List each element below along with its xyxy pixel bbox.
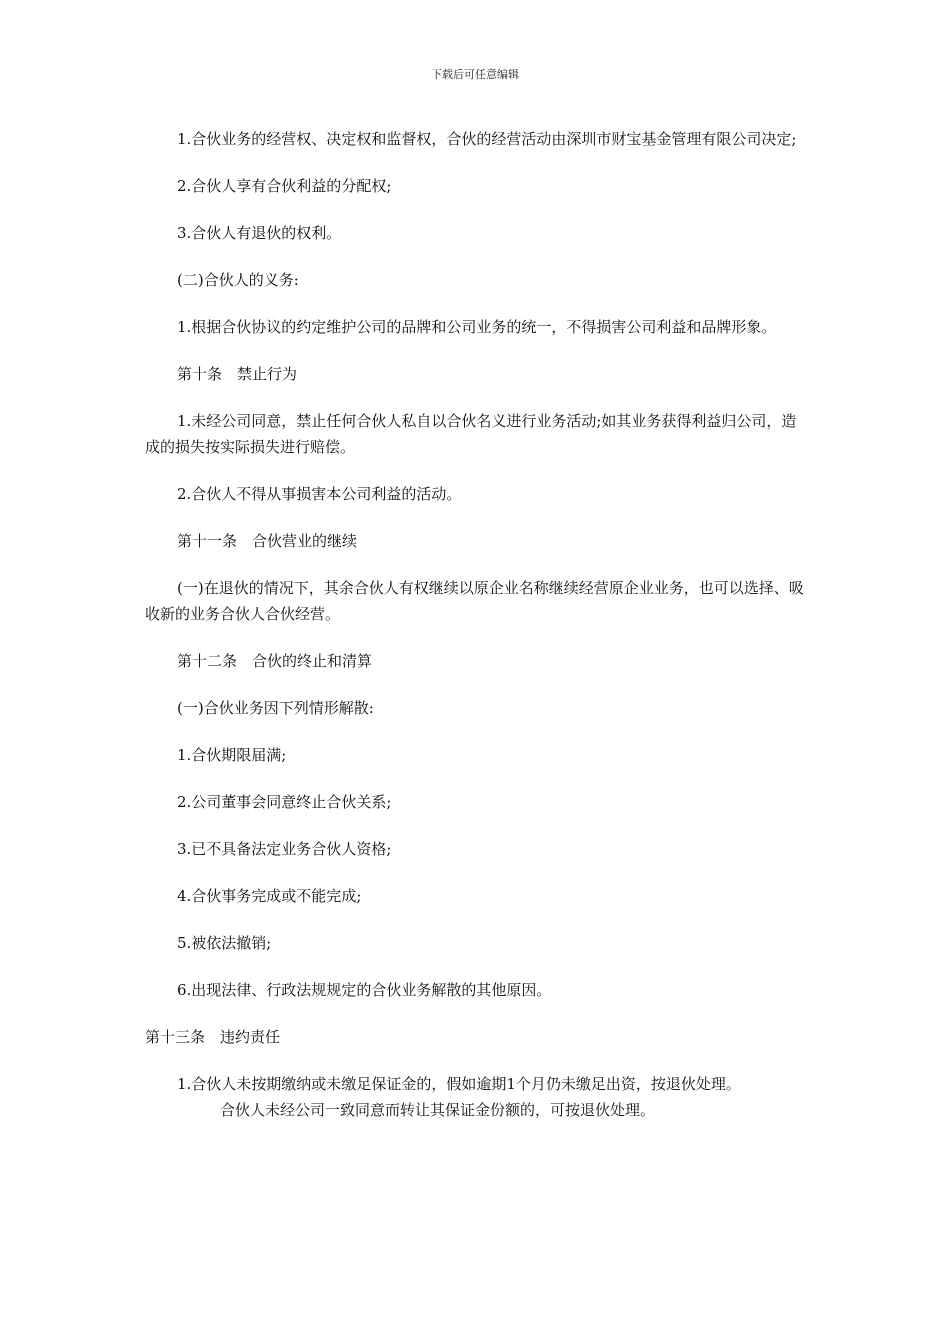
article-11-heading: 第十一条 合伙营业的继续	[177, 532, 358, 550]
document-body	[145, 126, 810, 1144]
paragraph-rights-1: 1.合伙业务的经营权、决定权和监督权，合伙的经营活动由深圳市财宝基金管理有限公司决定;	[177, 130, 797, 148]
paragraph-dissolution-3: 3.已不具备法定业务合伙人资格;	[177, 840, 392, 858]
section-obligations-heading: (二)合伙人的义务:	[177, 271, 299, 289]
paragraph-dissolution-4: 4.合伙事务完成或不能完成;	[177, 887, 362, 905]
paragraph-dissolution-6: 6.出现法律、行政法规规定的合伙业务解散的其他原因。	[177, 981, 552, 999]
paragraph-dissolution-2: 2.公司董事会同意终止合伙关系;	[177, 793, 392, 811]
paragraph-continuation-1: (一)在退伙的情况下，其余合伙人有权继续以原企业名称继续经营原企业业务，也可以选择、吸收新的业务合伙人合伙经营。	[145, 579, 804, 623]
article-10-heading: 第十条 禁止行为	[177, 365, 298, 383]
paragraph-liability-2: 合伙人未经公司一致同意而转让其保证金份额的，可按退伙处理。	[220, 1101, 656, 1119]
paragraph-rights-3: 3.合伙人有退伙的权利。	[177, 224, 342, 242]
paragraph-prohibition-1: 1.未经公司同意，禁止任何合伙人私自以合伙名义进行业务活动;如其业务获得利益归公司，造成的损失按实际损失进行赔偿。	[145, 412, 797, 456]
article-12-heading: 第十二条 合伙的终止和清算	[177, 652, 373, 670]
paragraph-rights-2: 2.合伙人享有合伙利益的分配权;	[177, 177, 392, 195]
paragraph-dissolution-5: 5.被依法撤销;	[177, 934, 272, 952]
paragraph-liability-1: 1.合伙人未按期缴纳或未缴足保证金的，假如逾期1个月仍未缴足出资，按退伙处理。	[177, 1075, 741, 1093]
paragraph-dissolution-1: 1.合伙期限届满;	[177, 746, 287, 764]
article-13-heading: 第十三条 违约责任	[145, 1028, 281, 1046]
paragraph-prohibition-2: 2.合伙人不得从事损害本公司利益的活动。	[177, 485, 462, 503]
paragraph-dissolution-heading: (一)合伙业务因下列情形解散:	[177, 699, 374, 717]
paragraph-obligations-1: 1.根据合伙协议的约定维护公司的品牌和公司业务的统一，不得损害公司利益和品牌形象。	[177, 318, 777, 336]
page-header: 下载后可任意编辑	[431, 68, 519, 81]
